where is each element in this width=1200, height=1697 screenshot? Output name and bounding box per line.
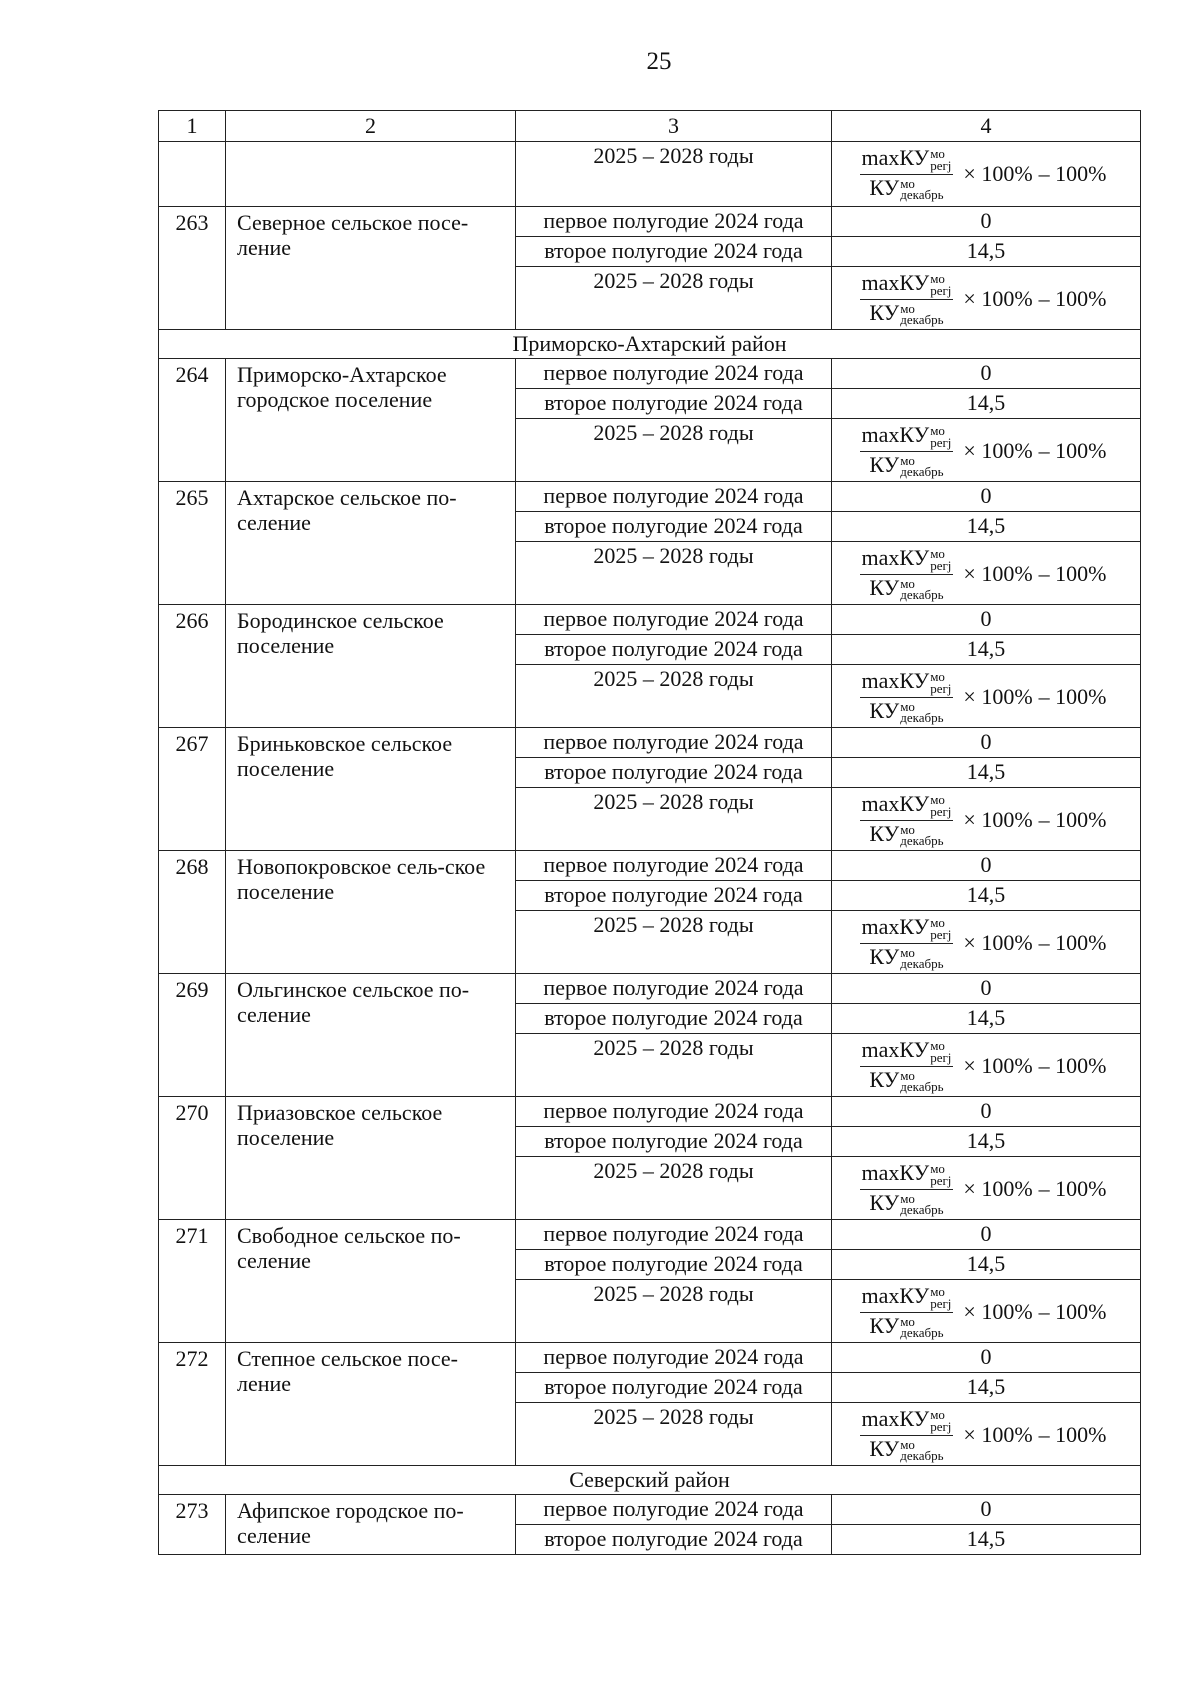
table-row — [159, 1343, 1141, 1373]
formula-minus: – 100% — [1038, 1052, 1107, 1078]
value-second-half: 14,5 — [832, 1525, 1141, 1555]
period-second-half: второе полугодие 2024 года — [516, 237, 832, 267]
formula-denominator: КУ мо декабрь — [869, 697, 944, 726]
formula-denominator: КУ мо декабрь — [869, 1435, 944, 1464]
value-first-half: 0 — [832, 1495, 1141, 1525]
value-first-half: 0 — [832, 851, 1141, 881]
formula-minus: – 100% — [1038, 1421, 1107, 1447]
value-second-half: 14,5 — [832, 881, 1141, 911]
period-label: 2025 – 2028 годы — [516, 267, 832, 330]
period-label: 2025 – 2028 годы — [516, 1034, 832, 1097]
settlement-name: Бриньковское сельское поселение — [226, 728, 516, 851]
formula-numerator: maxКУ мо регj — [861, 544, 952, 573]
period-first-half: первое полугодие 2024 года — [516, 1220, 832, 1250]
formula-cell — [832, 542, 1141, 605]
formula-fraction — [860, 423, 954, 478]
period-first-half: первое полугодие 2024 года — [516, 359, 832, 389]
formula — [832, 1035, 1140, 1096]
value-second-half: 14,5 — [832, 1004, 1141, 1034]
row-number: 270 — [159, 1097, 226, 1220]
formula-cell — [832, 1157, 1141, 1220]
region-header-row — [159, 330, 1141, 359]
period-label: 2025 – 2028 годы — [516, 1280, 832, 1343]
formula — [832, 1158, 1140, 1219]
period-first-half: первое полугодие 2024 года — [516, 728, 832, 758]
data-table — [158, 110, 1141, 1555]
formula-minus: – 100% — [1038, 1175, 1107, 1201]
formula — [832, 543, 1140, 604]
formula-numerator: maxКУ мо регj — [861, 1159, 952, 1188]
formula-numerator: maxКУ мо регj — [861, 144, 952, 173]
value-second-half: 14,5 — [832, 389, 1141, 419]
formula-cell — [832, 419, 1141, 482]
period-first-half: первое полугодие 2024 года — [516, 974, 832, 1004]
formula-numerator: maxКУ мо регj — [861, 1282, 952, 1311]
settlement-name: Новопокровское сель-ское поселение — [226, 851, 516, 974]
formula-times: × 100% — [963, 806, 1033, 832]
period-second-half: второе полугодие 2024 года — [516, 1004, 832, 1034]
formula-cell — [832, 788, 1141, 851]
period-second-half: второе полугодие 2024 года — [516, 881, 832, 911]
settlement-name: Приазовское сельское поселение — [226, 1097, 516, 1220]
value-first-half: 0 — [832, 728, 1141, 758]
period-label: 2025 – 2028 годы — [516, 1403, 832, 1466]
formula-minus: – 100% — [1038, 160, 1107, 186]
header-col-4: 4 — [832, 111, 1141, 142]
formula — [832, 1281, 1140, 1342]
table-row — [159, 605, 1141, 635]
header-col-2: 2 — [226, 111, 516, 142]
table-header-row — [159, 111, 1141, 142]
formula-denominator: КУ мо декабрь — [869, 820, 944, 849]
settlement-name: Северное сельское посе-ление — [226, 207, 516, 330]
table-row — [159, 1097, 1141, 1127]
formula-times: × 100% — [963, 929, 1033, 955]
formula-numerator: maxКУ мо регj — [861, 1405, 952, 1434]
value-first-half: 0 — [832, 207, 1141, 237]
formula-fraction — [860, 1161, 954, 1216]
period-label: 2025 – 2028 годы — [516, 911, 832, 974]
value-second-half: 14,5 — [832, 1127, 1141, 1157]
formula-numerator: maxКУ мо регj — [861, 421, 952, 450]
value-first-half: 0 — [832, 1097, 1141, 1127]
formula-cell — [832, 1280, 1141, 1343]
period-first-half: первое полугодие 2024 года — [516, 1495, 832, 1525]
table-row — [159, 851, 1141, 881]
formula-times: × 100% — [963, 285, 1033, 311]
formula-fraction — [860, 546, 954, 601]
table-row — [159, 359, 1141, 389]
row-number: 265 — [159, 482, 226, 605]
settlement-name — [226, 142, 516, 207]
formula — [832, 666, 1140, 727]
row-number: 272 — [159, 1343, 226, 1466]
row-number: 273 — [159, 1495, 226, 1555]
formula-minus: – 100% — [1038, 683, 1107, 709]
row-number: 268 — [159, 851, 226, 974]
value-second-half: 14,5 — [832, 512, 1141, 542]
region-header-row — [159, 1466, 1141, 1495]
formula — [832, 268, 1140, 329]
formula-cell — [832, 665, 1141, 728]
formula-denominator: КУ мо декабрь — [869, 299, 944, 328]
period-first-half: первое полугодие 2024 года — [516, 1097, 832, 1127]
formula-fraction — [860, 271, 954, 326]
formula-times: × 100% — [963, 683, 1033, 709]
period-first-half: первое полугодие 2024 года — [516, 1343, 832, 1373]
table-row — [159, 974, 1141, 1004]
table-row — [159, 207, 1141, 237]
period-second-half: второе полугодие 2024 года — [516, 389, 832, 419]
table-row — [159, 142, 1141, 207]
formula-cell — [832, 911, 1141, 974]
row-number: 269 — [159, 974, 226, 1097]
settlement-name: Афипское городское по-селение — [226, 1495, 516, 1555]
formula-times: × 100% — [963, 160, 1033, 186]
formula-minus: – 100% — [1038, 560, 1107, 586]
value-first-half: 0 — [832, 359, 1141, 389]
row-number: 266 — [159, 605, 226, 728]
period-label: 2025 – 2028 годы — [516, 542, 832, 605]
formula-minus: – 100% — [1038, 806, 1107, 832]
settlement-name: Бородинское сельское поселение — [226, 605, 516, 728]
formula-times: × 100% — [963, 1052, 1033, 1078]
formula-minus: – 100% — [1038, 1298, 1107, 1324]
value-first-half: 0 — [832, 605, 1141, 635]
formula-minus: – 100% — [1038, 437, 1107, 463]
period-first-half: первое полугодие 2024 года — [516, 482, 832, 512]
formula — [832, 420, 1140, 481]
formula-numerator: maxКУ мо регj — [861, 790, 952, 819]
row-number: 263 — [159, 207, 226, 330]
formula-cell — [832, 142, 1141, 207]
value-second-half: 14,5 — [832, 1373, 1141, 1403]
value-first-half: 0 — [832, 1343, 1141, 1373]
formula-times: × 100% — [963, 1298, 1033, 1324]
period-label: 2025 – 2028 годы — [516, 1157, 832, 1220]
formula — [832, 912, 1140, 973]
table-row — [159, 482, 1141, 512]
formula-numerator: maxКУ мо регj — [861, 1036, 952, 1065]
formula-times: × 100% — [963, 437, 1033, 463]
period-second-half: второе полугодие 2024 года — [516, 1525, 832, 1555]
region-name: Северский район — [159, 1466, 1141, 1495]
value-first-half: 0 — [832, 974, 1141, 1004]
formula-minus: – 100% — [1038, 929, 1107, 955]
period-second-half: второе полугодие 2024 года — [516, 1127, 832, 1157]
formula-fraction — [860, 1038, 954, 1093]
page-number: 25 — [646, 48, 672, 75]
table-row — [159, 728, 1141, 758]
formula-numerator: maxКУ мо регj — [861, 269, 952, 298]
region-name: Приморско-Ахтарский район — [159, 330, 1141, 359]
period-first-half: первое полугодие 2024 года — [516, 851, 832, 881]
formula-fraction — [860, 146, 954, 201]
value-second-half: 14,5 — [832, 237, 1141, 267]
table-row — [159, 1220, 1141, 1250]
formula-denominator: КУ мо декабрь — [869, 943, 944, 972]
period-second-half: второе полугодие 2024 года — [516, 635, 832, 665]
settlement-name: Приморско-Ахтарское городское поселение — [226, 359, 516, 482]
value-second-half: 14,5 — [832, 758, 1141, 788]
formula — [832, 143, 1140, 204]
formula-cell — [832, 1403, 1141, 1466]
settlement-name: Ольгинское сельское по-селение — [226, 974, 516, 1097]
value-second-half: 14,5 — [832, 1250, 1141, 1280]
formula-fraction — [860, 792, 954, 847]
formula-minus: – 100% — [1038, 285, 1107, 311]
period-second-half: второе полугодие 2024 года — [516, 1373, 832, 1403]
period-second-half: второе полугодие 2024 года — [516, 512, 832, 542]
period-label: 2025 – 2028 годы — [516, 142, 832, 207]
formula-cell — [832, 267, 1141, 330]
formula-denominator: КУ мо декабрь — [869, 1189, 944, 1218]
formula-denominator: КУ мо декабрь — [869, 574, 944, 603]
period-second-half: второе полугодие 2024 года — [516, 758, 832, 788]
row-number: 267 — [159, 728, 226, 851]
formula-fraction — [860, 1284, 954, 1339]
row-number: 271 — [159, 1220, 226, 1343]
value-first-half: 0 — [832, 482, 1141, 512]
period-label: 2025 – 2028 годы — [516, 665, 832, 728]
formula-fraction — [860, 669, 954, 724]
settlement-name: Свободное сельское по-селение — [226, 1220, 516, 1343]
row-number: 264 — [159, 359, 226, 482]
formula-numerator: maxКУ мо регj — [861, 667, 952, 696]
table-row — [159, 1495, 1141, 1525]
period-label: 2025 – 2028 годы — [516, 788, 832, 851]
formula-denominator: КУ мо декабрь — [869, 174, 944, 203]
formula-cell — [832, 1034, 1141, 1097]
formula-times: × 100% — [963, 560, 1033, 586]
formula-times: × 100% — [963, 1421, 1033, 1447]
period-second-half: второе полугодие 2024 года — [516, 1250, 832, 1280]
value-first-half: 0 — [832, 1220, 1141, 1250]
formula-numerator: maxКУ мо регj — [861, 913, 952, 942]
row-number — [159, 142, 226, 207]
settlement-name: Ахтарское сельское по-селение — [226, 482, 516, 605]
formula — [832, 1404, 1140, 1465]
header-col-3: 3 — [516, 111, 832, 142]
period-first-half: первое полугодие 2024 года — [516, 207, 832, 237]
formula-fraction — [860, 915, 954, 970]
formula-fraction — [860, 1407, 954, 1462]
period-first-half: первое полугодие 2024 года — [516, 605, 832, 635]
formula-denominator: КУ мо декабрь — [869, 451, 944, 480]
period-label: 2025 – 2028 годы — [516, 419, 832, 482]
formula-denominator: КУ мо декабрь — [869, 1312, 944, 1341]
formula-times: × 100% — [963, 1175, 1033, 1201]
value-second-half: 14,5 — [832, 635, 1141, 665]
header-col-1: 1 — [159, 111, 226, 142]
settlement-name: Степное сельское посе-ление — [226, 1343, 516, 1466]
formula-denominator: КУ мо декабрь — [869, 1066, 944, 1095]
formula — [832, 789, 1140, 850]
